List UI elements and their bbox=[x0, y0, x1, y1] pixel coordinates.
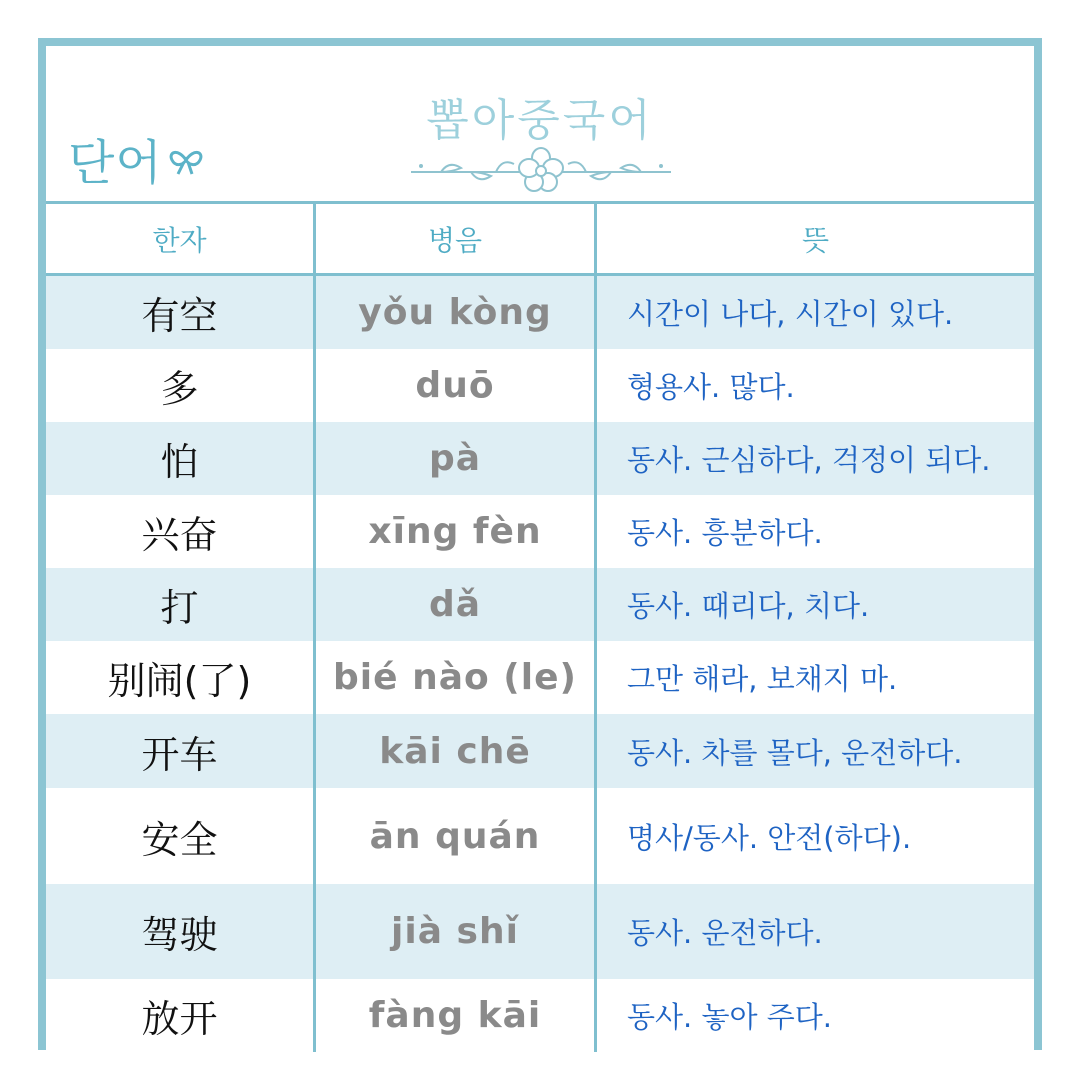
pinyin-cell: ān quán bbox=[316, 788, 597, 884]
hanzi-cell: 有空 bbox=[46, 276, 316, 349]
column-header-meaning bbox=[597, 204, 1034, 273]
table-row bbox=[46, 884, 1034, 979]
pinyin-cell: pà bbox=[316, 422, 597, 495]
hanzi-cell: 打 bbox=[46, 568, 316, 641]
table-row bbox=[46, 276, 1034, 349]
column-header-meaning-label: 뜻 bbox=[801, 223, 830, 257]
meaning-cell: 동사. 근심하다, 걱정이 되다. bbox=[627, 443, 991, 477]
pinyin-cell: kāi chē bbox=[316, 714, 597, 788]
hanzi-cell: 怕 bbox=[46, 422, 316, 495]
hanzi-cell: 开车 bbox=[46, 714, 316, 788]
column-header-hanzi: 한자 bbox=[46, 204, 316, 273]
pinyin-cell: yǒu kòng bbox=[316, 276, 597, 349]
meaning-cell: 동사. 운전하다. bbox=[627, 916, 823, 950]
ribbon-icon bbox=[166, 146, 206, 176]
table-row bbox=[46, 495, 1034, 568]
meaning-cell: 동사. 때리다, 치다. bbox=[627, 589, 870, 623]
table-row bbox=[46, 349, 1034, 422]
word-label: 단어 bbox=[68, 135, 163, 191]
hanzi-cell: 放开 bbox=[46, 979, 316, 1052]
meaning-cell: 동사. 차를 몰다, 운전하다. bbox=[627, 735, 963, 770]
pinyin-cell: bié nào (le) bbox=[316, 641, 597, 714]
pinyin-cell: duō bbox=[316, 349, 597, 422]
meaning-cell: 명사/동사. 안전(하다). bbox=[627, 820, 912, 855]
table-row bbox=[46, 422, 1034, 495]
table-row bbox=[46, 979, 1034, 1052]
hanzi-cell: 驾驶 bbox=[46, 884, 316, 979]
meaning-cell: 형용사. 많다. bbox=[627, 370, 795, 404]
hanzi-cell: 多 bbox=[46, 349, 316, 422]
vocabulary-card bbox=[38, 38, 1042, 1050]
meaning-cell: 동사. 놓아 주다. bbox=[627, 1000, 832, 1034]
meaning-cell: 동사. 흥분하다. bbox=[627, 516, 823, 550]
table-row bbox=[46, 788, 1034, 884]
table-row bbox=[46, 568, 1034, 641]
vocabulary-table bbox=[46, 201, 1034, 1052]
card-header bbox=[46, 46, 1034, 201]
table-row bbox=[46, 714, 1034, 788]
pinyin-cell: dǎ bbox=[316, 568, 597, 641]
table-header-row bbox=[46, 204, 1034, 276]
meaning-cell: 그만 해라, 보채지 마. bbox=[627, 662, 898, 696]
hanzi-cell: 安全 bbox=[46, 788, 316, 884]
hanzi-cell: 别闹(了) bbox=[46, 641, 316, 714]
pinyin-cell: xīng fèn bbox=[316, 495, 597, 568]
table-row bbox=[46, 641, 1034, 714]
column-header-pinyin: 병음 bbox=[316, 204, 597, 273]
hanzi-cell: 兴奋 bbox=[46, 495, 316, 568]
floral-ornament-icon bbox=[401, 146, 681, 194]
pinyin-cell: fàng kāi bbox=[316, 979, 597, 1052]
meaning-cell: 시간이 나다, 시간이 있다. bbox=[627, 297, 954, 331]
brand-title: 뽑아중국어 bbox=[426, 95, 654, 146]
pinyin-cell: jià shǐ bbox=[316, 884, 597, 979]
